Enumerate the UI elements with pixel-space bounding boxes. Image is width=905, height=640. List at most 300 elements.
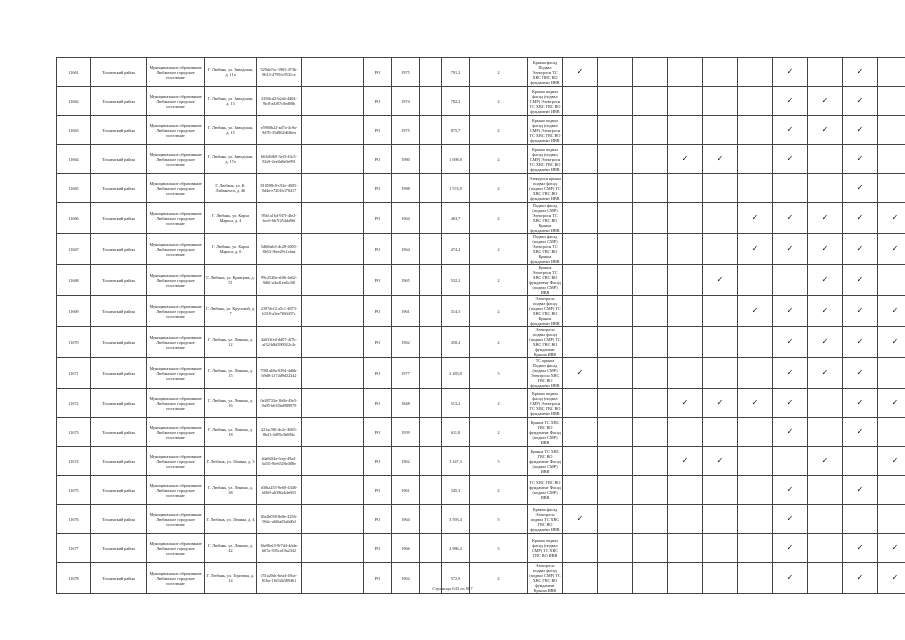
work-mark-cell xyxy=(878,476,905,505)
check-icon: ✓ xyxy=(856,213,864,222)
check-icon: ✓ xyxy=(786,337,794,346)
work-mark-cell xyxy=(668,87,703,116)
house-code-cell: 95b1a1b4-9f7f-4fe2-bcc6-6b7f254da96f xyxy=(257,203,302,234)
work-mark-cell xyxy=(633,58,668,87)
floors-cell: 5 xyxy=(470,447,528,476)
works-cell: Крыша подвал фасад (подвал СМР) ТС ХВС ГВС ВО ИВВ xyxy=(528,534,563,563)
work-mark-cell xyxy=(878,174,905,203)
ownership-cell: РО xyxy=(364,203,392,234)
check-icon: ✓ xyxy=(891,213,899,222)
owner-cell: Муниципальное образование Любанское городское поселение xyxy=(147,476,205,505)
work-mark-cell xyxy=(808,145,843,174)
work-mark-cell xyxy=(563,327,598,358)
work-mark-cell xyxy=(668,389,703,418)
work-mark-cell xyxy=(738,174,773,203)
work-mark-cell xyxy=(703,418,738,447)
blank-cell xyxy=(302,116,364,145)
blank-cell xyxy=(302,296,364,327)
owner-cell: Муниципальное образование Любанское городское поселение xyxy=(147,296,205,327)
work-mark-cell xyxy=(598,116,633,145)
work-mark-cell xyxy=(633,505,668,534)
check-icon: ✓ xyxy=(751,213,759,222)
district-cell: Тосненский район xyxy=(91,534,147,563)
address-cell: Г. Любань, ул. Крупской, д. 7 xyxy=(205,296,257,327)
house-code-cell: 421ac58f-dc2c-4665-8b41-4d95e3b69dc xyxy=(257,418,302,447)
blank-cell xyxy=(302,505,364,534)
table-row xyxy=(57,418,905,447)
house-code-cell: 4da60f4a-fcep-49a4-bd35-9fe6528e488e xyxy=(257,447,302,476)
check-icon: ✓ xyxy=(786,573,794,582)
year-cell: 1977 xyxy=(392,358,420,389)
work-mark-cell xyxy=(843,265,878,296)
year-cell: 1961 xyxy=(392,476,420,505)
work-mark-cell xyxy=(703,58,738,87)
blank-cell xyxy=(302,234,364,265)
floors-cell: 2 xyxy=(470,87,528,116)
check-icon: ✓ xyxy=(751,398,759,407)
house-code-cell: 16e96ef3-9f7d4-4dda-b67a-395ca19a2342 xyxy=(257,534,302,563)
works-cell: ТС ХВС ГВС ВО фундамент Фасад (подвал СМР) ИВВ xyxy=(528,476,563,505)
check-icon: ✓ xyxy=(716,275,724,284)
blank-cell xyxy=(302,476,364,505)
work-mark-cell xyxy=(563,265,598,296)
ownership-cell: РО xyxy=(364,327,392,358)
work-mark-cell xyxy=(808,327,843,358)
check-icon: ✓ xyxy=(891,543,899,552)
check-icon: ✓ xyxy=(681,456,689,465)
works-cell: Крыша фасад Электросн подвал ТС ХВС ГВС ВО фундамент ИВВ xyxy=(528,505,563,534)
work-mark-cell xyxy=(808,534,843,563)
work-mark-cell xyxy=(633,327,668,358)
check-icon: ✓ xyxy=(786,154,794,163)
district-cell: Тосненский район xyxy=(91,116,147,145)
work-mark-cell xyxy=(738,389,773,418)
work-mark-cell xyxy=(878,534,905,563)
work-mark-cell xyxy=(738,234,773,265)
work-mark-cell xyxy=(773,534,808,563)
district-cell: Тосненский район xyxy=(91,296,147,327)
check-icon: ✓ xyxy=(716,154,724,163)
owner-cell: Муниципальное образование Любанское городское поселение xyxy=(147,418,205,447)
check-icon: ✓ xyxy=(891,244,899,253)
work-mark-cell xyxy=(773,145,808,174)
work-mark-cell xyxy=(808,358,843,389)
area-cell: 458,2 xyxy=(442,327,470,358)
work-mark-cell xyxy=(738,358,773,389)
check-icon: ✓ xyxy=(786,96,794,105)
work-mark-cell xyxy=(633,476,668,505)
check-icon: ✓ xyxy=(786,368,794,377)
work-mark-cell xyxy=(773,418,808,447)
work-mark-cell xyxy=(598,358,633,389)
table-row xyxy=(57,389,905,418)
work-mark-cell xyxy=(668,476,703,505)
area-cell: 474,2 xyxy=(442,234,470,265)
work-mark-cell xyxy=(563,358,598,389)
work-mark-cell xyxy=(703,505,738,534)
blank-cell xyxy=(302,389,364,418)
address-cell: Г. Любань, ул. К. Либкнехта, д. 46 xyxy=(205,174,257,203)
work-mark-cell xyxy=(843,447,878,476)
work-mark-cell xyxy=(843,145,878,174)
work-mark-cell xyxy=(668,505,703,534)
work-mark-cell xyxy=(668,418,703,447)
work-mark-cell xyxy=(878,265,905,296)
ownership-cell: РО xyxy=(364,534,392,563)
work-mark-cell xyxy=(808,58,843,87)
district-cell: Тосненский район xyxy=(91,174,147,203)
work-mark-cell xyxy=(878,505,905,534)
work-mark-cell xyxy=(668,358,703,389)
check-icon: ✓ xyxy=(821,96,829,105)
work-mark-cell xyxy=(773,116,808,145)
work-mark-cell xyxy=(843,534,878,563)
work-mark-cell xyxy=(878,87,905,116)
check-icon: ✓ xyxy=(786,514,794,523)
work-mark-cell xyxy=(703,116,738,145)
work-mark-cell xyxy=(703,296,738,327)
check-icon: ✓ xyxy=(821,244,829,253)
work-mark-cell xyxy=(878,389,905,418)
work-mark-cell xyxy=(598,418,633,447)
check-icon: ✓ xyxy=(891,456,899,465)
ownership-cell: РО xyxy=(364,265,392,296)
work-mark-cell xyxy=(808,476,843,505)
work-mark-cell xyxy=(563,203,598,234)
check-icon: ✓ xyxy=(856,154,864,163)
work-mark-cell xyxy=(738,265,773,296)
ownership-cell: РО xyxy=(364,174,392,203)
floors-cell: 2 xyxy=(470,174,528,203)
work-mark-cell xyxy=(808,418,843,447)
check-icon: ✓ xyxy=(576,67,584,76)
table-row xyxy=(57,505,905,534)
house-code-cell: 810598c9-c92e-4005-9d4a-e7201b370417 xyxy=(257,174,302,203)
table-row xyxy=(57,327,905,358)
work-mark-cell xyxy=(843,505,878,534)
work-mark-cell xyxy=(773,358,808,389)
work-mark-cell xyxy=(808,505,843,534)
table-row xyxy=(57,265,905,296)
year-cell: 1988 xyxy=(392,174,420,203)
work-mark-cell xyxy=(668,58,703,87)
district-cell: Тосненский район xyxy=(91,418,147,447)
work-mark-cell xyxy=(633,447,668,476)
check-icon: ✓ xyxy=(891,306,899,315)
check-icon: ✓ xyxy=(891,398,899,407)
check-icon: ✓ xyxy=(716,456,724,465)
ownership-cell: РО xyxy=(364,505,392,534)
address-cell: Г. Любань, ул. Ленина, д. 15 xyxy=(205,358,257,389)
work-mark-cell xyxy=(773,389,808,418)
area-cell: 1 574,0 xyxy=(442,174,470,203)
work-mark-cell xyxy=(808,174,843,203)
floors-cell: 2 xyxy=(470,58,528,87)
works-cell: Крыша ТС ХВС ГВС ВО фундамент Фасад (подвал СМР) ИВВ xyxy=(529,448,561,474)
work-mark-cell xyxy=(878,203,905,234)
district-cell: Тосненский район xyxy=(91,358,147,389)
address-cell: Г. Любань, ул. Ленина, д. 42 xyxy=(205,534,257,563)
work-mark-cell xyxy=(738,116,773,145)
table-row xyxy=(57,447,905,476)
table-row xyxy=(57,234,905,265)
blank-cell xyxy=(420,174,442,203)
owner-cell: Муниципальное образование Любанское городское поселение xyxy=(147,327,205,358)
blank-cell xyxy=(420,418,442,447)
work-mark-cell xyxy=(703,476,738,505)
work-mark-cell xyxy=(598,534,633,563)
work-mark-cell xyxy=(633,389,668,418)
district-cell: Тосненский район xyxy=(91,447,147,476)
works-cell: Крыша подвал фасад (подвал СМР) Электросн ТС ХВС ГВС ВО фундамент ИВВ xyxy=(528,116,563,145)
ownership-cell: РО xyxy=(364,563,392,594)
check-icon: ✓ xyxy=(856,337,864,346)
work-mark-cell xyxy=(703,447,738,476)
work-mark-cell xyxy=(563,87,598,116)
owner-cell: Муниципальное образование Любанское городское поселение xyxy=(147,116,205,145)
district-cell: Тосненский район xyxy=(91,58,147,87)
work-mark-cell xyxy=(633,296,668,327)
work-mark-cell xyxy=(633,116,668,145)
works-cell: Электросн подвал фасад (подвал СМР) ТС ХВС ГВС ВО фундамент Крыша ИВВ xyxy=(529,563,561,593)
work-mark-cell xyxy=(668,234,703,265)
work-mark-cell xyxy=(703,203,738,234)
year-cell: 1964 xyxy=(392,234,420,265)
work-mark-cell xyxy=(738,505,773,534)
check-icon: ✓ xyxy=(786,485,794,494)
floors-cell: 2 xyxy=(470,116,528,145)
works-cell: Крыша подвал фасад (подвал СМР) Электросн ТС ХВС ГВС ВО фундамент ИВВ xyxy=(528,389,563,418)
work-mark-cell xyxy=(633,358,668,389)
work-mark-cell xyxy=(878,327,905,358)
work-mark-cell xyxy=(843,389,878,418)
check-icon: ✓ xyxy=(786,125,794,134)
blank-cell xyxy=(420,534,442,563)
work-mark-cell xyxy=(738,418,773,447)
work-mark-cell xyxy=(878,447,905,476)
work-mark-cell xyxy=(668,447,703,476)
work-mark-cell xyxy=(668,534,703,563)
blank-cell xyxy=(420,145,442,174)
year-cell: 1962 xyxy=(392,563,420,594)
work-mark-cell xyxy=(563,145,598,174)
house-code-cell: 4a633fe4-dd07-4f7b-af32-b8d390922c4c xyxy=(257,327,302,358)
works-cell: Крыша подвал фасад (подвал СМР) Электросн ТС ХВС ГВС ВО фундамент ИВВ xyxy=(528,87,563,116)
work-mark-cell xyxy=(878,358,905,389)
check-icon: ✓ xyxy=(856,96,864,105)
work-mark-cell xyxy=(843,174,878,203)
work-mark-cell xyxy=(563,447,598,476)
house-code-cell: d38fa255-9e60-4346-b0b9-a639fa4de693 xyxy=(257,476,302,505)
check-icon: ✓ xyxy=(716,398,724,407)
work-mark-cell xyxy=(598,389,633,418)
floors-cell: 2 xyxy=(470,327,528,358)
district-cell: Тосненский район xyxy=(91,145,147,174)
work-mark-cell xyxy=(598,174,633,203)
work-mark-cell xyxy=(563,389,598,418)
work-mark-cell xyxy=(773,58,808,87)
owner-cell: Муниципальное образование Любанское городское поселение xyxy=(147,58,205,87)
ownership-cell: РО xyxy=(364,234,392,265)
year-cell: 1964 xyxy=(392,203,420,234)
house-code-cell: 329ffcd2-b2ab-4d04-9fc8-a4f07c0ed08b xyxy=(257,87,302,116)
work-mark-cell xyxy=(878,234,905,265)
check-icon: ✓ xyxy=(891,337,899,346)
address-cell: Г. Любань, ул. Ленина, д. 16 xyxy=(205,389,257,418)
district-cell: Тосненский район xyxy=(91,87,147,116)
check-icon: ✓ xyxy=(856,244,864,253)
district-cell: Тосненский район xyxy=(91,234,147,265)
work-mark-cell xyxy=(633,203,668,234)
check-icon: ✓ xyxy=(751,306,759,315)
table-row xyxy=(57,203,905,234)
work-mark-cell xyxy=(738,476,773,505)
ownership-cell: РО xyxy=(364,296,392,327)
work-mark-cell xyxy=(563,174,598,203)
floors-cell: 2 xyxy=(470,203,528,234)
work-mark-cell xyxy=(773,327,808,358)
check-icon: ✓ xyxy=(751,244,759,253)
work-mark-cell xyxy=(878,296,905,327)
check-icon: ✓ xyxy=(786,543,794,552)
house-code-cell: b63d6fb9-3ef3-43c5-92e9-2ee0a8e0e991 xyxy=(257,145,302,174)
check-icon: ✓ xyxy=(856,125,864,134)
work-mark-cell xyxy=(563,234,598,265)
blank-cell xyxy=(420,358,442,389)
work-mark-cell xyxy=(703,389,738,418)
work-mark-cell xyxy=(843,234,878,265)
work-mark-cell xyxy=(738,447,773,476)
works-cell: Подвал фасад (подвал СМР) Электросн ТС ХВС ГВС ВО Крыша фундамент ИВВ xyxy=(528,203,563,234)
year-cell: 1848 xyxy=(392,389,420,418)
work-mark-cell xyxy=(598,505,633,534)
blank-cell xyxy=(302,534,364,563)
owner-cell: Муниципальное образование Любанское городское поселение xyxy=(147,563,205,594)
work-mark-cell xyxy=(563,534,598,563)
works-cell: Крыша фасад Подвал Электросн ТС ХВС ПВС ВО фундамент ИВВ xyxy=(528,58,563,87)
owner-cell: Муниципальное образование Любанское городское поселение xyxy=(147,203,205,234)
house-code-cell: f0a2b058-8e8e-4256-964c-a6f6a03a6d0d xyxy=(257,505,302,534)
year-cell: 1975 xyxy=(392,116,420,145)
works-cell: Электросн подвал фасад (подвал СМР) ТС ХВС ГВС ВО фундамент Крыша ИВВ xyxy=(529,327,561,357)
year-cell: 1974 xyxy=(392,87,420,116)
check-icon: ✓ xyxy=(856,573,864,582)
house-code-cell: 929da7ec-1965-473b-9b13-4795fc9531ce xyxy=(257,58,302,87)
area-cell: 782,2 xyxy=(442,87,470,116)
address-cell: Г. Любань, ул. Карла Маркса, д. 4 xyxy=(205,203,257,234)
ownership-cell: РО xyxy=(364,447,392,476)
work-mark-cell xyxy=(773,476,808,505)
work-mark-cell xyxy=(808,203,843,234)
work-mark-cell xyxy=(738,145,773,174)
work-mark-cell xyxy=(808,116,843,145)
area-cell: 875,7 xyxy=(442,116,470,145)
blank-cell xyxy=(302,327,364,358)
work-mark-cell xyxy=(738,296,773,327)
floors-cell: 5 xyxy=(470,505,528,534)
floors-cell: 2 xyxy=(470,563,528,594)
work-mark-cell xyxy=(808,296,843,327)
check-icon: ✓ xyxy=(821,213,829,222)
year-cell: 1965 xyxy=(392,265,420,296)
blank-cell xyxy=(420,327,442,358)
blank-cell xyxy=(302,174,364,203)
work-mark-cell xyxy=(668,296,703,327)
owner-cell: Муниципальное образование Любанское городское поселение xyxy=(147,145,205,174)
work-mark-cell xyxy=(843,296,878,327)
work-mark-cell xyxy=(703,234,738,265)
year-cell: 1959 xyxy=(392,418,420,447)
floors-cell: 2 xyxy=(470,296,528,327)
floors-cell: 2 xyxy=(470,145,528,174)
owner-cell: Муниципальное образование Любанское городское поселение xyxy=(147,447,205,476)
address-cell: Г. Любань, ул. Ленина, д. 12 xyxy=(205,327,257,358)
area-cell: 345,3 xyxy=(442,476,470,505)
row-number: 11671 xyxy=(57,358,91,389)
housing-register-table xyxy=(56,57,905,594)
work-mark-cell xyxy=(633,534,668,563)
work-mark-cell xyxy=(598,476,633,505)
row-number: 11664 xyxy=(57,145,91,174)
check-icon: ✓ xyxy=(821,275,829,284)
work-mark-cell xyxy=(633,265,668,296)
check-icon: ✓ xyxy=(821,456,829,465)
check-icon: ✓ xyxy=(821,368,829,377)
works-cell: Подвал фасад (подвал СМР) Электросн ТС ХВС ГВС ВО Крыша фундамент ИВВ xyxy=(528,234,563,265)
work-mark-cell xyxy=(773,265,808,296)
check-icon: ✓ xyxy=(576,514,584,523)
row-number: 11672 xyxy=(57,389,91,418)
works-cell: Крыша ТС ХВС ГВС ВО фундамент Фасад (подвал СМР) ИВВ xyxy=(529,419,561,445)
row-number: 11675 xyxy=(57,476,91,505)
works-cell: Крыша Электросн ТС ХВС ГВС ВО фундамент Фасад (подвал СМР) ИВВ xyxy=(529,265,561,295)
check-icon: ✓ xyxy=(786,427,794,436)
house-code-cell: f51a20dc-bea4-49ca-816a-11652b389461 xyxy=(257,563,302,594)
check-icon: ✓ xyxy=(856,427,864,436)
owner-cell: Муниципальное образование Любанское городское поселение xyxy=(147,234,205,265)
row-number: 11661 xyxy=(57,58,91,87)
blank-cell xyxy=(420,265,442,296)
ownership-cell: РО xyxy=(364,58,392,87)
check-icon: ✓ xyxy=(856,485,864,494)
check-icon: ✓ xyxy=(821,306,829,315)
ownership-cell: РО xyxy=(364,116,392,145)
work-mark-cell xyxy=(843,418,878,447)
work-mark-cell xyxy=(563,58,598,87)
work-mark-cell xyxy=(808,87,843,116)
table-row xyxy=(57,58,905,87)
row-number: 11670 xyxy=(57,327,91,358)
address-cell: Г. Любань, ул. Ленина, д. 4 xyxy=(205,505,257,534)
house-code-cell: 99c2520a-a0f6-4e62-9d6f-a4a41ea6c3f0 xyxy=(257,265,302,296)
work-mark-cell xyxy=(668,145,703,174)
check-icon: ✓ xyxy=(821,337,829,346)
blank-cell xyxy=(302,358,364,389)
owner-cell: Муниципальное образование Любанское городское поселение xyxy=(147,174,205,203)
address-cell: Г. Любань, ул. Заводская, д. 17а xyxy=(205,145,257,174)
row-number: 11667 xyxy=(57,234,91,265)
floors-cell: 5 xyxy=(470,534,528,563)
check-icon: ✓ xyxy=(856,398,864,407)
work-mark-cell xyxy=(563,418,598,447)
table-row xyxy=(57,358,905,389)
work-mark-cell xyxy=(668,116,703,145)
house-code-cell: 7981ab9a-0394-4d6b-b9d8-2174d9d32342 xyxy=(257,358,302,389)
blank-cell xyxy=(420,203,442,234)
check-icon: ✓ xyxy=(856,306,864,315)
work-mark-cell xyxy=(703,265,738,296)
work-mark-cell xyxy=(878,116,905,145)
